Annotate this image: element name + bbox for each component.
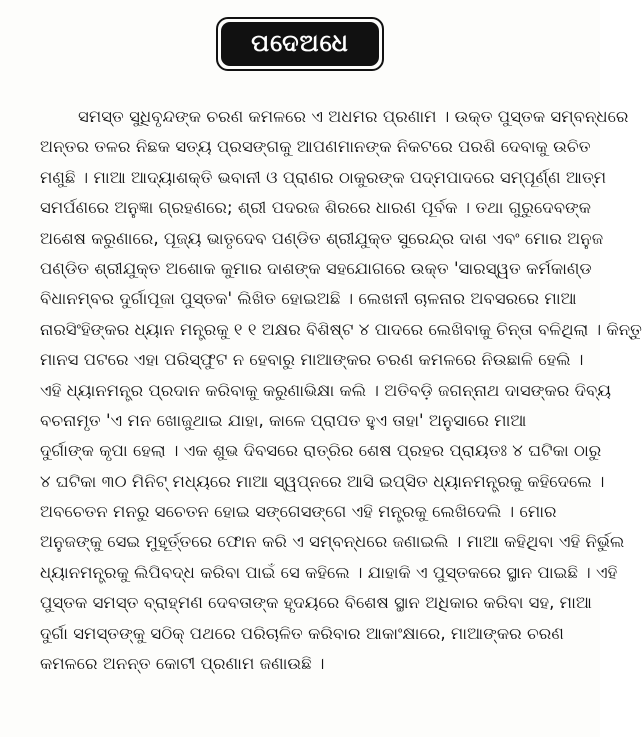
text-line: ଅନ୍ତର ତଳର ନିଛକ ସତ୍ୟ ପ୍ରସଙ୍ଗକୁ ଆପଣମାନଙ୍କ ନିକଟରେ ପରଶି ଦେବାକୁ ଉଚିତ [40, 137, 591, 157]
text-line: ସମସ୍ତ ସୁଧିବୃନ୍ଦଙ୍କ ଚରଣ କମଳରେ ଏ ଅଧମର ପ୍ରଣାମ । ଉକ୍ତ ପୁସ୍ତକ ସମ୍ବନ୍ଧରେ [78, 107, 629, 126]
text-line: ଅବଚେତନ ମନରୁ ସଚେତନ ହୋଇ ସଙ୍ଗେସଙ୍ଗେ ଏହି ମନ୍ତ୍ରକୁ ଲେଖିଦେଲି । ମୋର [40, 502, 557, 522]
text-line: ଧ୍ୟାନମନ୍ତ୍ରକୁ ଲିପିବଦ୍ଧ କରିବା ପାଇଁ ସେ କହିଲେ । ଯାହାକି ଏ ପୁସ୍ତକରେ ସ୍ଥାନ ପାଇଛି । ଏହି [40, 562, 618, 582]
text-line: ବଚନାମୃତ 'ଏ ମନ ଖୋଜୁଥାଇ ଯାହା, କାଳେ ପ୍ରାପତ ହୁଏ ତାହା' ଅନୁସାରେ ମାଆ [40, 410, 527, 430]
title-container [0, 22, 600, 66]
text-line: ନାରସିଂହିଙ୍କର ଧ୍ୟାନ ମନ୍ତ୍ରକୁ ୧ ୧ ଅକ୍ଷର ବିଶିଷ୍ଟ ୪ ପାଦରେ ଲେଖିବାକୁ ଚିନ୍ତା ବଳିଥିଲା । କିନ୍ତୁ [40, 319, 642, 339]
text-line: ଏହି ଧ୍ୟାନମନ୍ତ୍ର ପ୍ରଦାନ କରିବାକୁ କରୁଣାଭିକ୍ଷା କଲି । ଅତିବଡ଼ି ଜଗନ୍ନାଥ ଦାସଙ୍କର ଦିବ୍ୟ [40, 380, 612, 400]
preface-paragraph [40, 102, 642, 679]
text-line: ପଣ୍ଡିତ ଶ୍ରୀଯୁକ୍ତ ଅଶୋକ କୁମାର ଦାଶଙ୍କ ସହଯୋଗରେ ଉକ୍ତ 'ସାରସ୍ୱତ କର୍ମକାଣ୍ଡ [40, 258, 592, 278]
text-line: ଦୁର୍ଗା ସମସ୍ତଙ୍କୁ ସଠିକ୍ ପଥରେ ପରିଚାଳିତ କରିବାର ଆକାଂକ୍ଷାରେ, ମାଆଙ୍କର ଚରଣ [40, 623, 564, 643]
text-line: ବିଧାନମ୍ବର ଦୁର୍ଗାପୂଜା ପୁସ୍ତକ' ଲିଖିତ ହୋଇଅଛି । ଲେଖନୀ ଚାଳନାର ଅବସରରେ ମାଆ [40, 289, 577, 309]
text-line: ଦୁର୍ଗାଙ୍କ କୃପା ହେଲା । ଏକ ଶୁଭ ଦିବସରେ ରାତ୍ରିର ଶେଷ ପ୍ରହର ପ୍ରାୟତଃ ୪ ଘଟିକା ଠାରୁ [40, 441, 602, 461]
text-line: ପୁସ୍ତକ ସମସ୍ତ ବ୍ରାହ୍ମଣ ଦେବତାଙ୍କ ହୃଦୟରେ ବିଶେଷ ସ୍ଥାନ ଅଧିକାର କରିବା ସହ, ମାଆ [40, 593, 592, 613]
text-line: ୪ ଘଟିକା ୩୦ ମିନିଟ୍ ମଧ୍ୟରେ ମାଆ ସ୍ୱପ୍ନରେ ଆସି ଇପ୍ସିତ ଧ୍ୟାନମନ୍ତ୍ରକୁ କହିଦେଲେ । [40, 471, 605, 491]
text-line: କମଳରେ ଅନନ୍ତ କୋଟୀ ପ୍ରଣାମ ଜଣାଉଛି । [40, 654, 325, 674]
text-line: ଅଶେଷ କରୁଣାରେ, ପୂଜ୍ୟ ଭାତୃଦେବ ପଣ୍ଡିତ ଶ୍ରୀଯୁକ୍ତ ସୁରେନ୍ଦ୍ର ଦାଶ ଏବଂ ମୋର ଅନୁଜ [40, 228, 604, 248]
text-line: ମାନସ ପଟରେ ଏହା ପରିସ୍ଫୁଟ ନ ହେବାରୁ ମାଆଙ୍କର ଚରଣ କମଳରେ ନିଉଛାଳି ହେଲି । [40, 350, 584, 370]
text-line: ଅନୁଜଙ୍କୁ ସେଇ ମୁହୂର୍ତ୍ତରେ ଫୋନ କରି ଏ ସମ୍ବନ୍ଧରେ ଜଣାଇଲି । ମାଆ କହିଥିବା ଏହି ନିର୍ଭୁଲ [40, 532, 625, 552]
text-line: ମଣୁଛି । ମାଆ ଆଦ୍ୟାଶକ୍ତି ଭବାନୀ ଓ ପ୍ରାଣର ଠାକୁରଙ୍କ ପଦ୍ମପାଦରେ ସମ୍ପୂର୍ଣ୍ଣ ଆତ୍ମ [40, 167, 607, 187]
text-line: ସମର୍ପଣରେ ଅନୁଜ୍ଞା ଗ୍ରହଣରେ; ଶ୍ରୀ ପଦରଜ ଶିରରେ ଧାରଣ ପୂର୍ବକ । ତଥା ଗୁରୁଦେବଙ୍କ [40, 198, 592, 218]
page-title: ପଦେଅଧେ [221, 22, 379, 66]
